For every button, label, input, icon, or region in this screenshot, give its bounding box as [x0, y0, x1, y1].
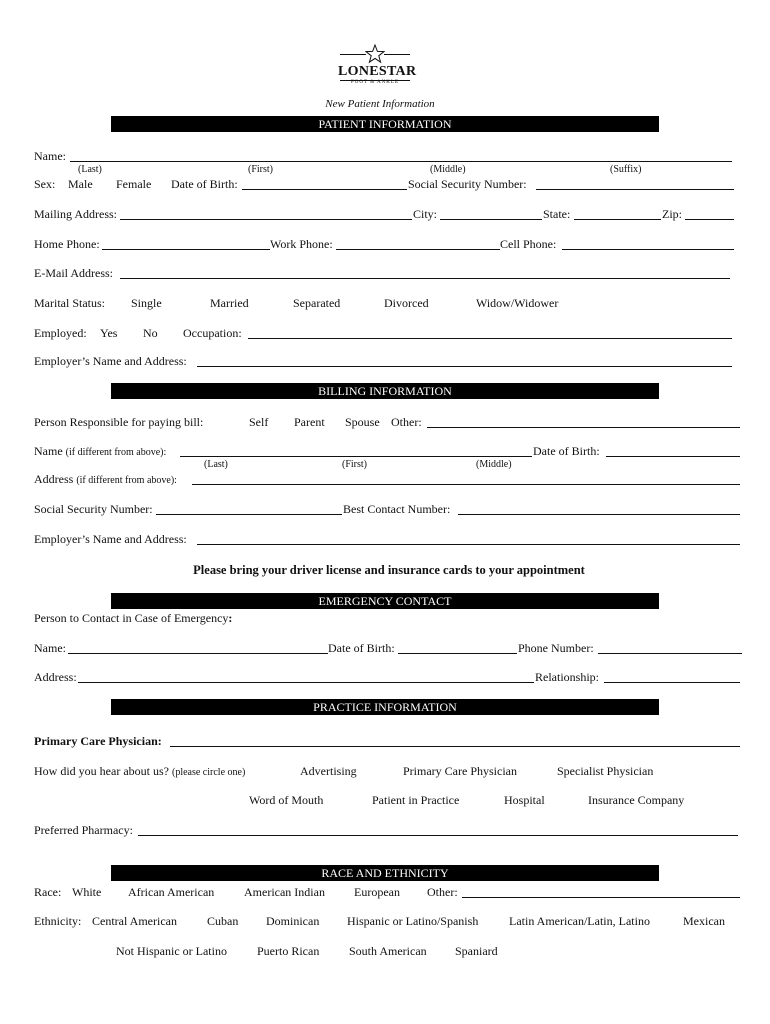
billing-name-note: (if different from above):: [65, 447, 167, 458]
section-header-practice: PRACTICE INFORMATION: [111, 699, 659, 715]
heard-option-advertising[interactable]: Advertising: [300, 764, 357, 778]
city-label: City:: [413, 207, 438, 221]
cell-phone-field[interactable]: [562, 249, 734, 250]
employed-label: Employed:: [34, 326, 87, 340]
star-icon: [365, 44, 385, 64]
emergency-relationship-label: Relationship:: [535, 670, 599, 684]
billing-address-label-text: Address: [34, 472, 74, 486]
ethnicity-option-central-american[interactable]: Central American: [92, 914, 177, 928]
billing-ssn-label: Social Security Number:: [34, 502, 153, 516]
heard-label: [34, 764, 245, 779]
work-phone-label: Work Phone:: [270, 237, 333, 251]
home-phone-field[interactable]: [102, 249, 270, 250]
ethnicity-option-not-hispanic[interactable]: Not Hispanic or Latino: [116, 944, 227, 958]
billing-employer-label: Employer’s Name and Address:: [34, 532, 187, 546]
billing-address-label: [34, 472, 177, 487]
insurance-notice: Please bring your driver license and insurance cards to your appointment: [193, 563, 585, 577]
pharmacy-label: Preferred Pharmacy:: [34, 823, 133, 837]
marital-option-divorced[interactable]: Divorced: [384, 296, 429, 310]
race-other-field[interactable]: [462, 897, 740, 898]
employed-option-yes[interactable]: Yes: [100, 326, 118, 340]
pharmacy-field[interactable]: [138, 835, 738, 836]
ethnicity-option-spaniard[interactable]: Spaniard: [455, 944, 498, 958]
sex-option-male[interactable]: Male: [68, 177, 93, 191]
name-sub-middle: (Middle): [430, 164, 466, 175]
ethnicity-option-south-american[interactable]: South American: [349, 944, 427, 958]
section-header-race: RACE AND ETHNICITY: [111, 865, 659, 881]
marital-option-widow[interactable]: Widow/Widower: [476, 296, 559, 310]
logo-rule-left: [340, 54, 366, 55]
billing-sub-middle: (Middle): [476, 459, 512, 470]
billing-ssn-field[interactable]: [156, 514, 342, 515]
occupation-label: Occupation:: [183, 326, 242, 340]
emergency-person-label: [34, 611, 232, 625]
billing-address-field[interactable]: [192, 484, 740, 485]
pcp-label: Primary Care Physician:: [34, 734, 162, 748]
emergency-dob-field[interactable]: [398, 653, 517, 654]
emergency-person-colon: :: [228, 611, 233, 625]
ethnicity-option-latin-american[interactable]: Latin American/Latin, Latino: [509, 914, 650, 928]
heard-option-insurance[interactable]: Insurance Company: [588, 793, 685, 807]
responsible-label: Person Responsible for paying bill:: [34, 415, 204, 429]
race-option-white[interactable]: White: [72, 885, 102, 899]
ethnicity-option-dominican[interactable]: Dominican: [266, 914, 320, 928]
ssn-label: Social Security Number:: [408, 177, 527, 191]
ethnicity-label: Ethnicity:: [34, 914, 82, 928]
sex-option-female[interactable]: Female: [116, 177, 152, 191]
name-label: Name:: [34, 149, 66, 163]
heard-option-hospital[interactable]: Hospital: [504, 793, 545, 807]
emergency-person-label-text: Person to Contact in Case of Emergency: [34, 611, 229, 625]
home-phone-label: Home Phone:: [34, 237, 100, 251]
emergency-address-field[interactable]: [78, 682, 534, 683]
race-option-american-indian[interactable]: American Indian: [244, 885, 325, 899]
email-label: E-Mail Address:: [34, 266, 113, 280]
logo-rule-right: [384, 54, 410, 55]
ethnicity-option-mexican[interactable]: Mexican: [683, 914, 725, 928]
billing-contact-field[interactable]: [458, 514, 740, 515]
billing-sub-last: (Last): [204, 459, 228, 470]
billing-dob-label: Date of Birth:: [533, 444, 600, 458]
heard-option-patient[interactable]: Patient in Practice: [372, 793, 460, 807]
employed-option-no[interactable]: No: [143, 326, 158, 340]
section-header-billing: BILLING INFORMATION: [111, 383, 659, 399]
sex-label: Sex:: [34, 177, 56, 191]
email-field[interactable]: [120, 278, 730, 279]
heard-note: (please circle one): [171, 767, 246, 778]
marital-label: Marital Status:: [34, 296, 105, 310]
ethnicity-option-hispanic[interactable]: Hispanic or Latino/Spanish: [347, 914, 479, 928]
billing-employer-field[interactable]: [197, 544, 740, 545]
responsible-option-self[interactable]: Self: [249, 415, 269, 429]
marital-option-separated[interactable]: Separated: [293, 296, 341, 310]
emergency-relationship-field[interactable]: [604, 682, 740, 683]
ethnicity-option-cuban[interactable]: Cuban: [207, 914, 239, 928]
section-header-patient: PATIENT INFORMATION: [111, 116, 659, 132]
zip-label: Zip:: [662, 207, 682, 221]
logo-subtext: FOOT & ANKLE: [350, 80, 400, 85]
responsible-other-label: Other:: [391, 415, 422, 429]
billing-sub-first: (First): [342, 459, 367, 470]
billing-contact-label: Best Contact Number:: [343, 502, 451, 516]
responsible-other-field[interactable]: [427, 427, 740, 428]
mailing-label: Mailing Address:: [34, 207, 117, 221]
state-label: State:: [543, 207, 571, 221]
emergency-phone-field[interactable]: [598, 653, 742, 654]
employer-field[interactable]: [197, 366, 732, 367]
pcp-field[interactable]: [170, 746, 740, 747]
logo: [330, 44, 420, 90]
race-label: Race:: [34, 885, 62, 899]
heard-option-pcp[interactable]: Primary Care Physician: [403, 764, 517, 778]
billing-name-label: [34, 444, 166, 459]
ethnicity-option-puerto-rican[interactable]: Puerto Rican: [257, 944, 320, 958]
name-sub-suffix: (Suffix): [610, 164, 642, 175]
billing-name-label-text: Name: [34, 444, 63, 458]
name-field[interactable]: [70, 161, 732, 162]
emergency-address-label: Address:: [34, 670, 77, 684]
occupation-field[interactable]: [248, 338, 732, 339]
billing-name-field[interactable]: [180, 456, 532, 457]
dob-field[interactable]: [242, 189, 407, 190]
name-sub-first: (First): [248, 164, 273, 175]
emergency-dob-label: Date of Birth:: [328, 641, 395, 655]
race-option-african-american[interactable]: African American: [128, 885, 215, 899]
work-phone-field[interactable]: [336, 249, 500, 250]
section-header-emergency: EMERGENCY CONTACT: [111, 593, 659, 609]
heard-option-specialist[interactable]: Specialist Physician: [557, 764, 654, 778]
race-other-label: Other:: [427, 885, 458, 899]
logo-text: LONESTAR: [338, 64, 417, 79]
city-field[interactable]: [440, 219, 542, 220]
marital-option-single[interactable]: Single: [131, 296, 162, 310]
form-title: New Patient Information: [325, 98, 435, 110]
heard-option-word-of-mouth[interactable]: Word of Mouth: [249, 793, 324, 807]
state-field[interactable]: [574, 219, 661, 220]
billing-address-note: (if different from above):: [76, 475, 177, 486]
zip-field[interactable]: [685, 219, 734, 220]
emergency-name-label: Name:: [34, 641, 66, 655]
heard-label-text: How did you hear about us?: [34, 764, 169, 778]
name-sub-last: (Last): [78, 164, 102, 175]
responsible-option-spouse[interactable]: Spouse: [345, 415, 380, 429]
responsible-option-parent[interactable]: Parent: [294, 415, 325, 429]
cell-phone-label: Cell Phone:: [500, 237, 557, 251]
ssn-field[interactable]: [536, 189, 734, 190]
employer-label: Employer’s Name and Address:: [34, 354, 187, 368]
billing-dob-field[interactable]: [606, 456, 740, 457]
mailing-field[interactable]: [120, 219, 412, 220]
emergency-name-field[interactable]: [68, 653, 328, 654]
marital-option-married[interactable]: Married: [210, 296, 249, 310]
emergency-phone-label: Phone Number:: [518, 641, 594, 655]
dob-label: Date of Birth:: [171, 177, 238, 191]
race-option-european[interactable]: European: [354, 885, 400, 899]
